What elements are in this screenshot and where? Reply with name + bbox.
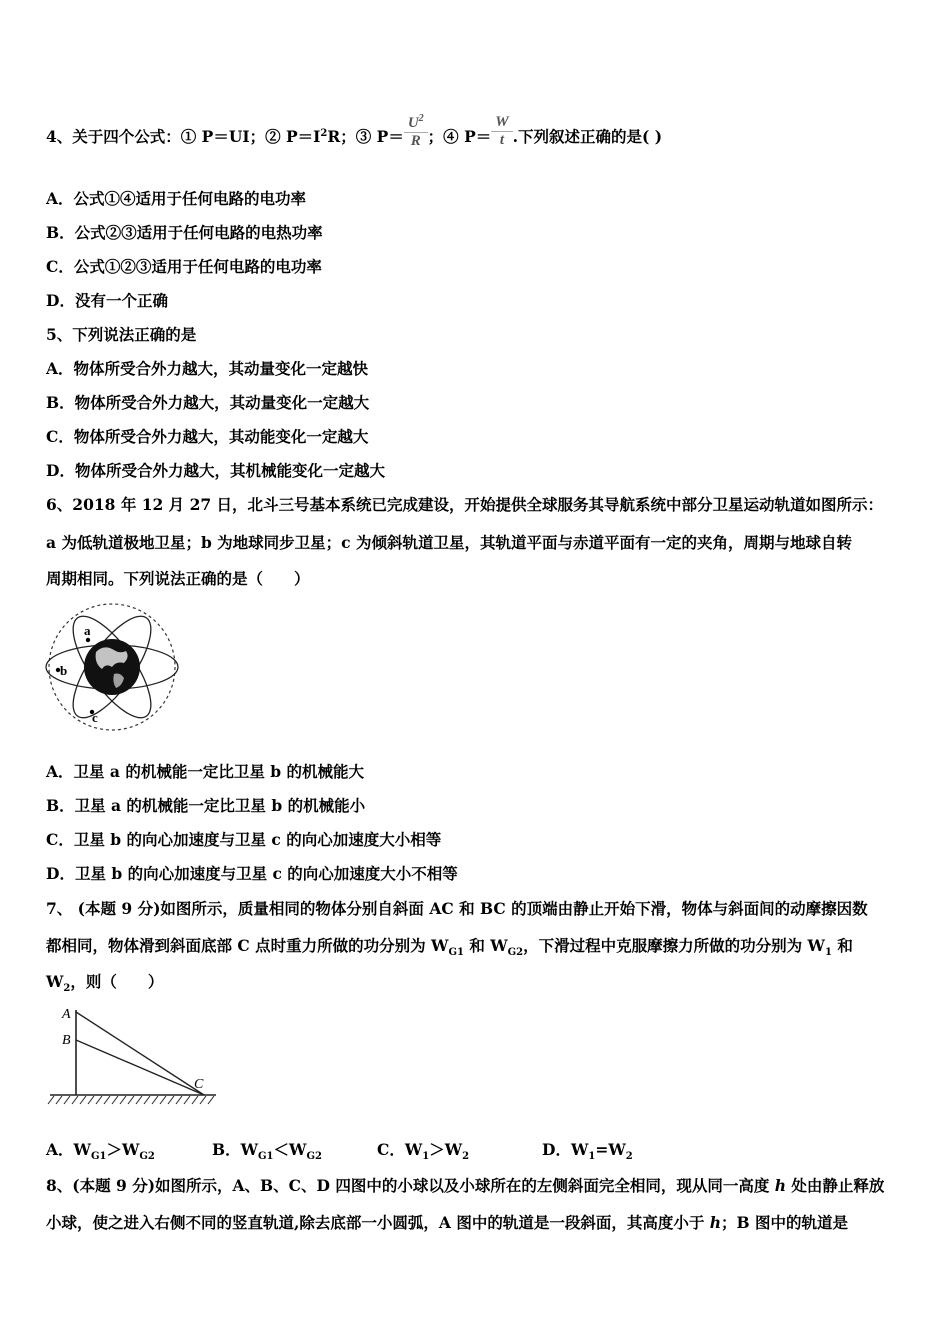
satellite-orbit-figure	[44, 600, 184, 735]
q4-option-b: B．公式②③适用于任何电路的电热功率	[46, 223, 323, 242]
satellite-a	[86, 638, 90, 642]
label-A: A	[62, 1007, 71, 1022]
q8-stem-line2: 小球，使之进入右侧不同的竖直轨道,除去底部一小圆弧，A 图中的轨道是一段斜面，其高度小于 h；B 图中的轨道是	[46, 1213, 848, 1232]
q4-option-a: A．公式①④适用于任何电路的电功率	[46, 189, 307, 208]
q5-option-b: B．物体所受合外力越大，其动量变化一定越大	[46, 393, 370, 412]
label-C: C	[194, 1077, 204, 1092]
formula-u2-over-r: $\frac{U^2}{R}$	[404, 113, 428, 150]
q5-stem: 5、下列说法正确的是	[46, 325, 197, 344]
ground-hatching	[48, 1096, 214, 1104]
q7-option-d: D．$W_1=W_2$	[542, 1140, 633, 1163]
q5-option-a: A．物体所受合外力越大，其动量变化一定越快	[46, 359, 369, 378]
q7-stem-line2: 都相同，物体滑到斜面底部 C 点时重力所做的功分别为 $W_{G1}$ 和 $W_{G2}$，下滑过程中克服摩擦力所做的功分别为 $W_1$ 和	[46, 936, 853, 959]
q7-option-b: B．$W_{G1}<W_{G2}$	[212, 1140, 322, 1163]
label-c: c	[92, 710, 98, 725]
q6-stem-line2: a 为低轨道极地卫星；b 为地球同步卫星；c 为倾斜轨道卫星，其轨道平面与赤道平面有一定的夹角，周期与地球自转	[46, 533, 853, 552]
q5-option-d: D．物体所受合外力越大，其机械能变化一定越大	[46, 461, 385, 480]
incline-bc	[76, 1040, 204, 1095]
q4-stem: 4、关于四个公式：① P＝UI；② $P=I^2R$；③ P＝ $\frac{U^2}{R}$ ；④ P＝ $\frac{W}{t}$ .下列叙述正确的是( )	[46, 112, 663, 149]
q8-stem-line1: 8、(本题 9 分)如图所示，A、B、C、D 四图中的小球以及小球所在的左侧斜面完全相同，现从同一高度 h 处由静止释放	[46, 1176, 885, 1195]
q6-option-b: B．卫星 a 的机械能一定比卫星 b 的机械能小	[46, 796, 366, 815]
incline-figure	[44, 1000, 224, 1112]
q6-option-a: A．卫星 a 的机械能一定比卫星 b 的机械能大	[46, 762, 364, 781]
q5-option-c: C．物体所受合外力越大，其动能变化一定越大	[46, 427, 369, 446]
label-a: a	[84, 623, 91, 638]
q7-stem-line3: $W_2$，则（ ）	[46, 972, 164, 995]
q4-option-c: C．公式①②③适用于任何电路的电功率	[46, 257, 322, 276]
q6-stem-line3: 周期相同。下列说法正确的是（ ）	[46, 569, 310, 588]
label-b: b	[60, 663, 68, 678]
formula-w-over-t: $\frac{W}{t}$	[491, 114, 512, 149]
q6-option-c: C．卫星 b 的向心加速度与卫星 c 的向心加速度大小相等	[46, 830, 442, 849]
label-B: B	[62, 1033, 71, 1048]
incline-ac	[76, 1012, 204, 1095]
q4-option-d: D．没有一个正确	[46, 291, 168, 310]
q7-stem-line1: 7、 (本题 9 分)如图所示，质量相同的物体分别自斜面 AC 和 BC 的顶端由静止开始下滑，物体与斜面间的动摩擦因数	[46, 899, 868, 918]
q7-option-a: A．$W_{G1}>W_{G2}$	[46, 1140, 155, 1163]
q7-option-c: C．$W_1>W_2$	[377, 1140, 470, 1163]
q6-option-d: D．卫星 b 的向心加速度与卫星 c 的向心加速度大小不相等	[46, 864, 458, 883]
q6-stem-line1: 6、2018 年 12 月 27 日，北斗三号基本系统已完成建设，开始提供全球服务其导航系统中部分卫星运动轨道如图所示：	[46, 495, 884, 514]
